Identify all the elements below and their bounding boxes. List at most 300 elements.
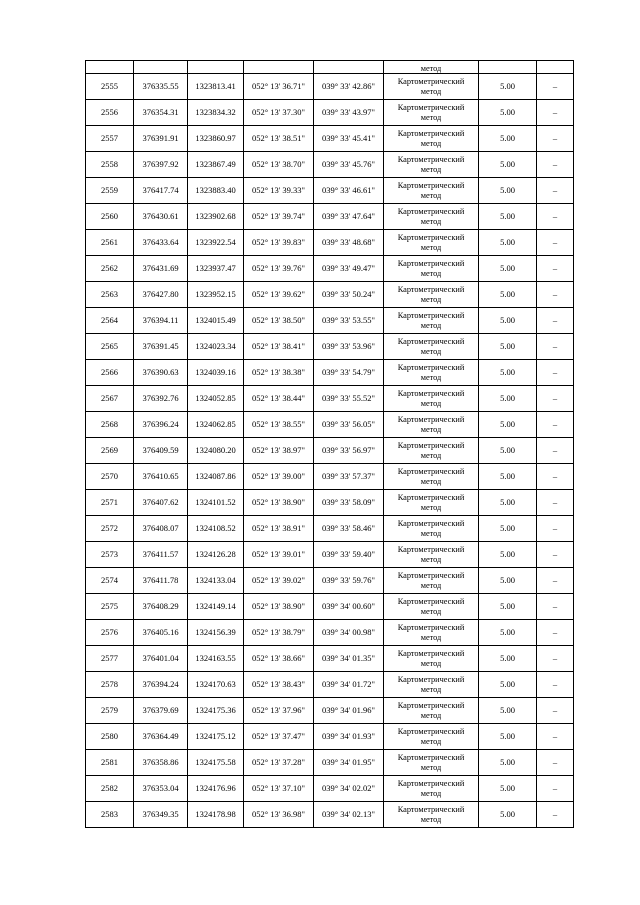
latitude-cell: 052° 13' 39.83" xyxy=(244,230,314,256)
latitude-cell: 052° 13' 37.96" xyxy=(244,698,314,724)
method-line-2: метод xyxy=(420,476,442,486)
longitude-cell: 039° 33' 58.09" xyxy=(314,490,384,516)
point-number-cell: 2570 xyxy=(86,464,134,490)
method-line-1: Картометрический xyxy=(397,77,465,87)
method-line-1: Картометрический xyxy=(397,623,465,633)
latitude-cell: 052° 13' 38.90" xyxy=(244,490,314,516)
accuracy-cell: 5.00 xyxy=(479,412,537,438)
note-cell: – xyxy=(537,672,574,698)
coord-x-cell: 376397.92 xyxy=(134,152,188,178)
method-cell xyxy=(384,412,479,438)
method-line-2: метод xyxy=(420,112,442,122)
coord-y-cell: 1324062.85 xyxy=(188,412,244,438)
table-row xyxy=(86,646,574,672)
note-cell: – xyxy=(537,412,574,438)
table-cell xyxy=(86,61,134,74)
method-cell xyxy=(384,282,479,308)
point-number-cell: 2566 xyxy=(86,360,134,386)
method-line-2: метод xyxy=(420,788,442,798)
longitude-cell: 039° 33' 48.68" xyxy=(314,230,384,256)
coord-y-cell: 1324039.16 xyxy=(188,360,244,386)
table-row xyxy=(86,568,574,594)
accuracy-cell: 5.00 xyxy=(479,126,537,152)
longitude-cell: 039° 34' 02.02" xyxy=(314,776,384,802)
latitude-cell: 052° 13' 37.10" xyxy=(244,776,314,802)
accuracy-cell: 5.00 xyxy=(479,178,537,204)
coord-y-cell: 1324126.28 xyxy=(188,542,244,568)
coord-y-cell: 1323902.68 xyxy=(188,204,244,230)
coord-y-cell: 1324080.20 xyxy=(188,438,244,464)
note-cell: – xyxy=(537,282,574,308)
point-number-cell: 2559 xyxy=(86,178,134,204)
longitude-cell: 039° 34' 01.96" xyxy=(314,698,384,724)
coord-y-cell: 1324149.14 xyxy=(188,594,244,620)
accuracy-cell: 5.00 xyxy=(479,334,537,360)
method-cell xyxy=(384,256,479,282)
method-cell xyxy=(384,360,479,386)
latitude-cell: 052° 13' 38.70" xyxy=(244,152,314,178)
table-row xyxy=(86,412,574,438)
method-cell xyxy=(384,594,479,620)
method-cell xyxy=(384,542,479,568)
point-number-cell: 2581 xyxy=(86,750,134,776)
method-line-1: Картометрический xyxy=(397,389,465,399)
table-row xyxy=(86,750,574,776)
method-line-1: Картометрический xyxy=(397,181,465,191)
longitude-cell: 039° 33' 47.64" xyxy=(314,204,384,230)
table-row xyxy=(86,698,574,724)
latitude-cell: 052° 13' 38.50" xyxy=(244,308,314,334)
method-line-1: Картометрический xyxy=(397,545,465,555)
coord-x-cell: 376396.24 xyxy=(134,412,188,438)
point-number-cell: 2575 xyxy=(86,594,134,620)
table-row-continuation xyxy=(86,61,574,74)
coord-x-cell: 376379.69 xyxy=(134,698,188,724)
method-cell xyxy=(384,568,479,594)
method-line-2: метод xyxy=(420,606,442,616)
method-cell xyxy=(384,802,479,828)
latitude-cell: 052° 13' 37.30" xyxy=(244,100,314,126)
method-cell xyxy=(384,646,479,672)
coord-x-cell: 376394.24 xyxy=(134,672,188,698)
method-cell xyxy=(384,516,479,542)
coord-x-cell: 376409.59 xyxy=(134,438,188,464)
latitude-cell: 052° 13' 38.97" xyxy=(244,438,314,464)
coord-x-cell: 376349.35 xyxy=(134,802,188,828)
table-row xyxy=(86,516,574,542)
coord-x-cell: 376407.62 xyxy=(134,490,188,516)
accuracy-cell: 5.00 xyxy=(479,646,537,672)
coord-y-cell: 1324108.52 xyxy=(188,516,244,542)
point-number-cell: 2583 xyxy=(86,802,134,828)
method-line-2: метод xyxy=(420,190,442,200)
method-cell xyxy=(384,230,479,256)
latitude-cell: 052° 13' 38.44" xyxy=(244,386,314,412)
method-line-2: метод xyxy=(420,684,442,694)
accuracy-cell: 5.00 xyxy=(479,386,537,412)
accuracy-cell: 5.00 xyxy=(479,776,537,802)
note-cell: – xyxy=(537,386,574,412)
method-cell xyxy=(384,126,479,152)
latitude-cell: 052° 13' 37.47" xyxy=(244,724,314,750)
accuracy-cell: 5.00 xyxy=(479,204,537,230)
note-cell: – xyxy=(537,230,574,256)
accuracy-cell: 5.00 xyxy=(479,100,537,126)
table-row xyxy=(86,620,574,646)
point-number-cell: 2576 xyxy=(86,620,134,646)
method-cell xyxy=(384,672,479,698)
point-number-cell: 2561 xyxy=(86,230,134,256)
latitude-cell: 052° 13' 36.98" xyxy=(244,802,314,828)
method-line-1: Картометрический xyxy=(397,207,465,217)
coord-y-cell: 1324101.52 xyxy=(188,490,244,516)
coord-x-cell: 376431.69 xyxy=(134,256,188,282)
coord-x-cell: 376410.65 xyxy=(134,464,188,490)
table-row xyxy=(86,724,574,750)
method-line-1: Картометрический xyxy=(397,129,465,139)
accuracy-cell: 5.00 xyxy=(479,672,537,698)
method-cell xyxy=(384,750,479,776)
method-line-2: метод xyxy=(420,398,442,408)
accuracy-cell: 5.00 xyxy=(479,438,537,464)
point-number-cell: 2555 xyxy=(86,74,134,100)
method-line-1: Картометрический xyxy=(397,155,465,165)
method-line-2: метод xyxy=(420,450,442,460)
coord-x-cell: 376408.29 xyxy=(134,594,188,620)
method-line-1: Картометрический xyxy=(397,753,465,763)
method-line-2: метод xyxy=(420,814,442,824)
latitude-cell: 052° 13' 38.38" xyxy=(244,360,314,386)
method-cell xyxy=(384,152,479,178)
note-cell: – xyxy=(537,698,574,724)
latitude-cell: 052° 13' 39.62" xyxy=(244,282,314,308)
accuracy-cell: 5.00 xyxy=(479,230,537,256)
coord-x-cell: 376405.16 xyxy=(134,620,188,646)
accuracy-cell: 5.00 xyxy=(479,620,537,646)
point-number-cell: 2574 xyxy=(86,568,134,594)
method-line-1: Картометрический xyxy=(397,363,465,373)
longitude-cell: 039° 33' 45.76" xyxy=(314,152,384,178)
longitude-cell: 039° 33' 42.86" xyxy=(314,74,384,100)
point-number-cell: 2569 xyxy=(86,438,134,464)
table-cell xyxy=(134,61,188,74)
accuracy-cell: 5.00 xyxy=(479,542,537,568)
note-cell: – xyxy=(537,464,574,490)
latitude-cell: 052° 13' 38.66" xyxy=(244,646,314,672)
table-cell xyxy=(314,61,384,74)
method-line-2: метод xyxy=(420,294,442,304)
method-line-1: Картометрический xyxy=(397,779,465,789)
coord-y-cell: 1323922.54 xyxy=(188,230,244,256)
note-cell: – xyxy=(537,360,574,386)
note-cell: – xyxy=(537,516,574,542)
table-row xyxy=(86,386,574,412)
longitude-cell: 039° 33' 56.05" xyxy=(314,412,384,438)
method-cell xyxy=(384,178,479,204)
table-row xyxy=(86,152,574,178)
method-cell xyxy=(384,438,479,464)
method-line-2: метод xyxy=(420,138,442,148)
coord-y-cell: 1323952.15 xyxy=(188,282,244,308)
table-row xyxy=(86,464,574,490)
method-line-1: Картометрический xyxy=(397,259,465,269)
coord-y-cell: 1324023.34 xyxy=(188,334,244,360)
method-line-2: метод xyxy=(420,762,442,772)
method-line-1: Картометрический xyxy=(397,311,465,321)
coord-x-cell: 376391.91 xyxy=(134,126,188,152)
method-line-1: Картометрический xyxy=(397,493,465,503)
coord-y-cell: 1324015.49 xyxy=(188,308,244,334)
table-row xyxy=(86,542,574,568)
note-cell: – xyxy=(537,776,574,802)
accuracy-cell: 5.00 xyxy=(479,698,537,724)
method-cell xyxy=(384,724,479,750)
longitude-cell: 039° 34' 01.72" xyxy=(314,672,384,698)
method-cell xyxy=(384,620,479,646)
longitude-cell: 039° 33' 49.47" xyxy=(314,256,384,282)
method-line-2: метод xyxy=(420,632,442,642)
coord-x-cell: 376411.78 xyxy=(134,568,188,594)
note-cell: – xyxy=(537,568,574,594)
table-row xyxy=(86,490,574,516)
coord-x-cell: 376391.45 xyxy=(134,334,188,360)
coord-x-cell: 376427.80 xyxy=(134,282,188,308)
method-cell: метод xyxy=(384,61,479,74)
longitude-cell: 039° 33' 57.37" xyxy=(314,464,384,490)
coord-y-cell: 1324156.39 xyxy=(188,620,244,646)
method-line-2: метод xyxy=(420,736,442,746)
method-line-1: Картометрический xyxy=(397,415,465,425)
method-cell xyxy=(384,74,479,100)
coord-x-cell: 376417.74 xyxy=(134,178,188,204)
latitude-cell: 052° 13' 38.51" xyxy=(244,126,314,152)
method-line-1: Картометрический xyxy=(397,571,465,581)
latitude-cell: 052° 13' 39.01" xyxy=(244,542,314,568)
longitude-cell: 039° 34' 01.95" xyxy=(314,750,384,776)
table-row xyxy=(86,126,574,152)
method-line-1: Картометрический xyxy=(397,701,465,711)
longitude-cell: 039° 33' 53.96" xyxy=(314,334,384,360)
latitude-cell: 052° 13' 38.90" xyxy=(244,594,314,620)
point-number-cell: 2571 xyxy=(86,490,134,516)
point-number-cell: 2562 xyxy=(86,256,134,282)
accuracy-cell: 5.00 xyxy=(479,282,537,308)
point-number-cell: 2573 xyxy=(86,542,134,568)
method-line-2: метод xyxy=(420,554,442,564)
method-line-2: метод xyxy=(420,658,442,668)
method-line-2: метод xyxy=(420,164,442,174)
point-number-cell: 2565 xyxy=(86,334,134,360)
note-cell: – xyxy=(537,126,574,152)
point-number-cell: 2578 xyxy=(86,672,134,698)
coord-x-cell: 376411.57 xyxy=(134,542,188,568)
method-line-1: Картометрический xyxy=(397,805,465,815)
coord-x-cell: 376358.86 xyxy=(134,750,188,776)
note-cell: – xyxy=(537,334,574,360)
coord-y-cell: 1324176.96 xyxy=(188,776,244,802)
method-line-1: Картометрический xyxy=(397,285,465,295)
point-number-cell: 2563 xyxy=(86,282,134,308)
method-line-2: метод xyxy=(420,580,442,590)
latitude-cell: 052° 13' 38.41" xyxy=(244,334,314,360)
accuracy-cell: 5.00 xyxy=(479,308,537,334)
coord-x-cell: 376392.76 xyxy=(134,386,188,412)
table-cell xyxy=(244,61,314,74)
note-cell: – xyxy=(537,152,574,178)
note-cell: – xyxy=(537,646,574,672)
point-number-cell: 2580 xyxy=(86,724,134,750)
note-cell: – xyxy=(537,594,574,620)
point-number-cell: 2557 xyxy=(86,126,134,152)
method-line-1: Картометрический xyxy=(397,649,465,659)
accuracy-cell: 5.00 xyxy=(479,256,537,282)
method-line-2: метод xyxy=(420,86,442,96)
coord-y-cell: 1323813.41 xyxy=(188,74,244,100)
method-cell xyxy=(384,490,479,516)
coord-y-cell: 1323867.49 xyxy=(188,152,244,178)
table-row xyxy=(86,360,574,386)
note-cell: – xyxy=(537,750,574,776)
latitude-cell: 052° 13' 39.02" xyxy=(244,568,314,594)
method-line-1: Картометрический xyxy=(397,597,465,607)
point-number-cell: 2560 xyxy=(86,204,134,230)
method-line-1: Картометрический xyxy=(397,337,465,347)
coord-x-cell: 376390.63 xyxy=(134,360,188,386)
coord-y-cell: 1324133.04 xyxy=(188,568,244,594)
note-cell: – xyxy=(537,178,574,204)
method-line-2: метод xyxy=(420,216,442,226)
longitude-cell: 039° 33' 46.61" xyxy=(314,178,384,204)
note-cell: – xyxy=(537,490,574,516)
longitude-cell: 039° 33' 45.41" xyxy=(314,126,384,152)
latitude-cell: 052° 13' 38.79" xyxy=(244,620,314,646)
table-row xyxy=(86,776,574,802)
accuracy-cell: 5.00 xyxy=(479,568,537,594)
note-cell: – xyxy=(537,100,574,126)
coord-x-cell: 376394.11 xyxy=(134,308,188,334)
latitude-cell: 052° 13' 38.55" xyxy=(244,412,314,438)
coord-x-cell: 376430.61 xyxy=(134,204,188,230)
note-cell: – xyxy=(537,308,574,334)
accuracy-cell: 5.00 xyxy=(479,490,537,516)
latitude-cell: 052° 13' 39.33" xyxy=(244,178,314,204)
table-row xyxy=(86,256,574,282)
coord-x-cell: 376354.31 xyxy=(134,100,188,126)
coord-x-cell: 376364.49 xyxy=(134,724,188,750)
note-cell: – xyxy=(537,724,574,750)
method-line-1: Картометрический xyxy=(397,467,465,477)
table-row xyxy=(86,594,574,620)
method-line-1: Картометрический xyxy=(397,675,465,685)
note-cell: – xyxy=(537,802,574,828)
table-row xyxy=(86,204,574,230)
coord-y-cell: 1324178.98 xyxy=(188,802,244,828)
table-cell xyxy=(537,61,574,74)
longitude-cell: 039° 34' 00.60" xyxy=(314,594,384,620)
accuracy-cell: 5.00 xyxy=(479,152,537,178)
point-number-cell: 2572 xyxy=(86,516,134,542)
method-cell xyxy=(384,698,479,724)
method-cell xyxy=(384,386,479,412)
longitude-cell: 039° 33' 43.97" xyxy=(314,100,384,126)
note-cell: – xyxy=(537,74,574,100)
note-cell: – xyxy=(537,204,574,230)
method-cell xyxy=(384,100,479,126)
coord-y-cell: 1323937.47 xyxy=(188,256,244,282)
longitude-cell: 039° 34' 02.13" xyxy=(314,802,384,828)
latitude-cell: 052° 13' 39.74" xyxy=(244,204,314,230)
method-line-2: метод xyxy=(420,242,442,252)
method-cell xyxy=(384,308,479,334)
point-number-cell: 2579 xyxy=(86,698,134,724)
longitude-cell: 039° 33' 58.46" xyxy=(314,516,384,542)
latitude-cell: 052° 13' 38.43" xyxy=(244,672,314,698)
note-cell: – xyxy=(537,256,574,282)
longitude-cell: 039° 34' 00.98" xyxy=(314,620,384,646)
longitude-cell: 039° 33' 53.55" xyxy=(314,308,384,334)
longitude-cell: 039° 33' 59.76" xyxy=(314,568,384,594)
method-line-2: метод xyxy=(420,424,442,434)
method-cell xyxy=(384,464,479,490)
method-line-2: метод xyxy=(420,346,442,356)
latitude-cell: 052° 13' 39.76" xyxy=(244,256,314,282)
table-cell xyxy=(479,61,537,74)
accuracy-cell: 5.00 xyxy=(479,724,537,750)
method-line-2: метод xyxy=(420,372,442,382)
coord-x-cell: 376401.04 xyxy=(134,646,188,672)
method-line-1: Картометрический xyxy=(397,103,465,113)
coord-y-cell: 1324175.58 xyxy=(188,750,244,776)
method-line-1: Картометрический xyxy=(397,441,465,451)
coordinates-table xyxy=(85,60,574,828)
longitude-cell: 039° 33' 59.40" xyxy=(314,542,384,568)
method-line-2: метод xyxy=(420,320,442,330)
method-line-1: Картометрический xyxy=(397,519,465,529)
coord-y-cell: 1323860.97 xyxy=(188,126,244,152)
coord-x-cell: 376335.55 xyxy=(134,74,188,100)
accuracy-cell: 5.00 xyxy=(479,594,537,620)
table-row xyxy=(86,438,574,464)
longitude-cell: 039° 34' 01.93" xyxy=(314,724,384,750)
method-line-2: метод xyxy=(420,268,442,278)
longitude-cell: 039° 33' 54.79" xyxy=(314,360,384,386)
accuracy-cell: 5.00 xyxy=(479,802,537,828)
table-row xyxy=(86,282,574,308)
coord-x-cell: 376408.07 xyxy=(134,516,188,542)
accuracy-cell: 5.00 xyxy=(479,74,537,100)
table-row xyxy=(86,672,574,698)
table-row xyxy=(86,334,574,360)
table-row xyxy=(86,100,574,126)
accuracy-cell: 5.00 xyxy=(479,516,537,542)
method-cell xyxy=(384,334,479,360)
table-body xyxy=(86,61,574,828)
latitude-cell: 052° 13' 39.00" xyxy=(244,464,314,490)
longitude-cell: 039° 33' 50.24" xyxy=(314,282,384,308)
longitude-cell: 039° 33' 55.52" xyxy=(314,386,384,412)
table-row xyxy=(86,308,574,334)
method-line-1: Картометрический xyxy=(397,727,465,737)
method-line-2: метод xyxy=(420,528,442,538)
coord-y-cell: 1324175.36 xyxy=(188,698,244,724)
accuracy-cell: 5.00 xyxy=(479,360,537,386)
accuracy-cell: 5.00 xyxy=(479,464,537,490)
point-number-cell: 2564 xyxy=(86,308,134,334)
coord-y-cell: 1324175.12 xyxy=(188,724,244,750)
method-cell xyxy=(384,204,479,230)
method-cell xyxy=(384,776,479,802)
table-cell xyxy=(188,61,244,74)
